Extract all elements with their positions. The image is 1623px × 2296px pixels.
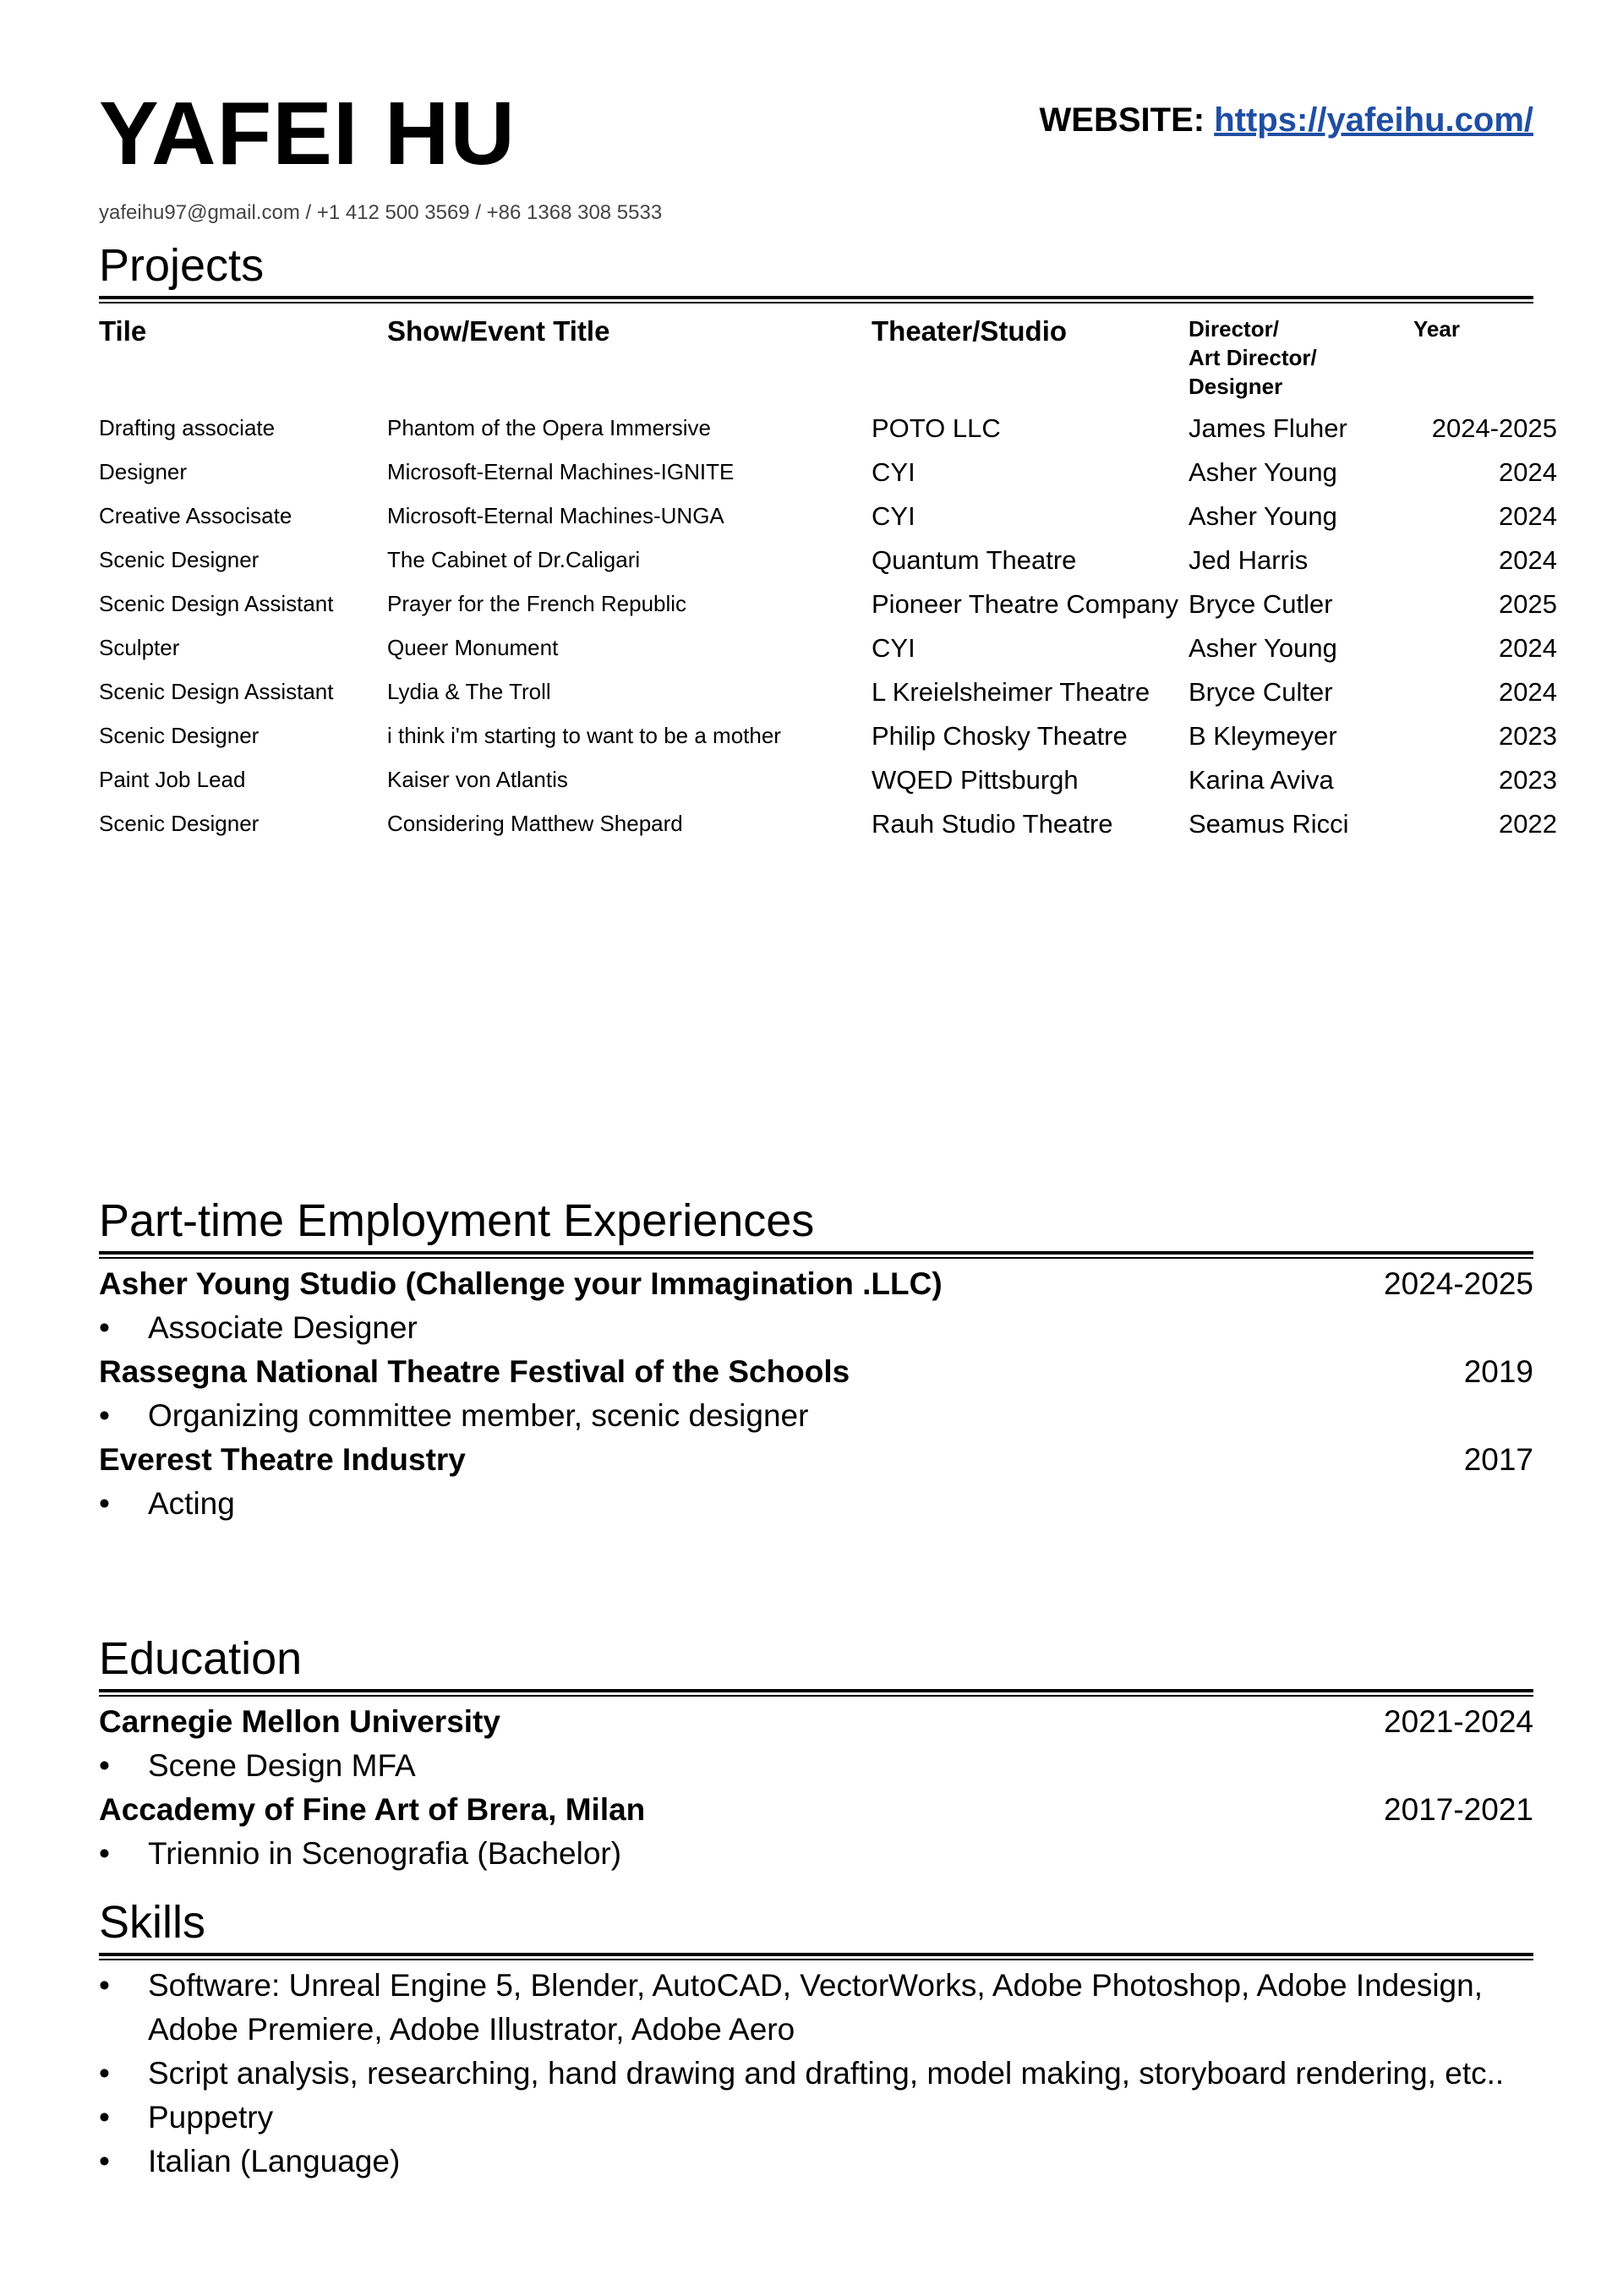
entry-year: 2024-2025 xyxy=(1384,1266,1533,1302)
section-title-employment: Part-time Employment Experiences xyxy=(99,1195,815,1246)
table-row xyxy=(99,582,1557,626)
column-header-tile: Tile xyxy=(99,315,147,347)
table-row xyxy=(99,451,1557,495)
project-role: Sculpter xyxy=(99,635,180,661)
project-show: i think i'm starting to want to be a mother xyxy=(387,723,781,749)
entry-bullet: • Scene Design MFA xyxy=(99,1744,1533,1788)
project-director: Asher Young xyxy=(1189,500,1337,531)
website-link[interactable]: https://yafeihu.com/ xyxy=(1214,101,1533,139)
project-theater: WQED Pittsburgh xyxy=(872,764,1079,795)
projects-table-body xyxy=(99,407,1557,846)
project-director: B Kleymeyer xyxy=(1189,720,1337,751)
table-row xyxy=(99,538,1557,582)
project-theater: Rauh Studio Theatre xyxy=(872,808,1113,839)
project-role: Paint Job Lead xyxy=(99,767,246,793)
project-year: 2023 xyxy=(1499,764,1557,795)
project-director: Asher Young xyxy=(1189,632,1337,663)
project-year: 2024 xyxy=(1499,632,1557,663)
projects-table xyxy=(99,307,1557,845)
project-show: Considering Matthew Shepard xyxy=(387,811,683,837)
section-title-education: Education xyxy=(99,1633,303,1684)
project-show: Microsoft-Eternal Machines-IGNITE xyxy=(387,459,735,485)
person-name: YAFEI HU xyxy=(99,84,516,183)
project-year: 2022 xyxy=(1499,808,1557,839)
entry-header xyxy=(99,1262,1533,1306)
table-row xyxy=(99,758,1557,802)
column-header-director: Director/ Art Director/ Designer xyxy=(1189,316,1317,399)
skill-item: • Script analysis, researching, hand drawing and drafting, model making, storyboard rendering, etc.. xyxy=(99,2052,1533,2096)
project-year: 2024 xyxy=(1499,544,1557,575)
skills-section xyxy=(99,1898,1533,2184)
entry-organization: Everest Theatre Industry xyxy=(99,1442,466,1478)
project-theater: CYI xyxy=(872,500,915,531)
project-theater: CYI xyxy=(872,456,915,487)
employment-section xyxy=(99,1196,1533,1526)
project-theater: Quantum Theatre xyxy=(872,544,1077,575)
resume-page xyxy=(99,0,1557,2179)
education-list xyxy=(99,1700,1533,1876)
website-label: WEBSITE: xyxy=(1039,101,1205,139)
project-theater: POTO LLC xyxy=(872,413,1001,443)
resume-header xyxy=(99,0,1533,232)
entry-organization: Carnegie Mellon University xyxy=(99,1704,500,1740)
table-row xyxy=(99,495,1557,538)
entry-bullet: • Acting xyxy=(99,1482,1533,1526)
project-year: 2024 xyxy=(1499,500,1557,531)
project-role: Scenic Design Assistant xyxy=(99,591,334,617)
section-title-skills: Skills xyxy=(99,1897,206,1948)
project-role: Scenic Designer xyxy=(99,547,260,573)
project-director: Asher Young xyxy=(1189,456,1337,487)
entry-bullet: • Organizing committee member, scenic designer xyxy=(99,1394,1533,1438)
section-rule xyxy=(99,296,1533,303)
entry-year: 2017 xyxy=(1463,1442,1533,1478)
project-role: Scenic Designer xyxy=(99,723,260,749)
project-theater: CYI xyxy=(872,632,915,663)
entry-organization: Asher Young Studio (Challenge your Immagination .LLC) xyxy=(99,1266,943,1302)
employment-list xyxy=(99,1262,1533,1526)
entry-header xyxy=(99,1438,1533,1482)
project-director: James Fluher xyxy=(1189,413,1347,443)
entry-bullet: • Associate Designer xyxy=(99,1306,1533,1350)
project-director: Bryce Culter xyxy=(1189,676,1333,707)
contact-info: yafeihu97@gmail.com / +1 412 500 3569 / +86 1368 308 5533 xyxy=(99,201,663,224)
column-header-year: Year xyxy=(1413,316,1460,342)
project-year: 2024 xyxy=(1499,456,1557,487)
entry-year: 2019 xyxy=(1463,1354,1533,1390)
project-show: Microsoft-Eternal Machines-UNGA xyxy=(387,503,724,529)
section-rule xyxy=(99,1689,1533,1697)
project-theater: Pioneer Theatre Company xyxy=(872,588,1179,619)
project-year: 2025 xyxy=(1499,588,1557,619)
education-section xyxy=(99,1634,1533,1876)
section-rule xyxy=(99,1251,1533,1259)
section-rule xyxy=(99,1953,1533,1960)
website xyxy=(1040,101,1533,139)
project-show: Kaiser von Atlantis xyxy=(387,767,568,793)
entry-bullet: • Triennio in Scenografia (Bachelor) xyxy=(99,1832,1533,1876)
project-show: Phantom of the Opera Immersive xyxy=(387,415,711,441)
section-title-projects: Projects xyxy=(99,240,265,291)
project-role: Scenic Designer xyxy=(99,811,260,837)
column-header-show: Show/Event Title xyxy=(387,315,610,347)
project-show: Queer Monument xyxy=(387,635,559,661)
table-row xyxy=(99,714,1557,758)
skills-list xyxy=(99,1964,1533,2184)
project-show: Prayer for the French Republic xyxy=(387,591,687,617)
project-role: Creative Associsate xyxy=(99,503,292,529)
table-row xyxy=(99,626,1557,670)
table-row xyxy=(99,670,1557,714)
project-role: Scenic Design Assistant xyxy=(99,679,334,705)
table-row xyxy=(99,407,1557,451)
entry-organization: Accademy of Fine Art of Brera, Milan xyxy=(99,1792,646,1828)
project-year: 2024-2025 xyxy=(1431,413,1557,443)
projects-section xyxy=(99,240,1557,846)
entry-header xyxy=(99,1700,1533,1744)
table-header-row xyxy=(99,307,1557,406)
entry-organization: Rassegna National Theatre Festival of the Schools xyxy=(99,1354,850,1390)
project-show: The Cabinet of Dr.Caligari xyxy=(387,547,641,573)
skill-item: • Puppetry xyxy=(99,2096,1533,2140)
project-director: Bryce Cutler xyxy=(1189,588,1333,619)
project-year: 2023 xyxy=(1499,720,1557,751)
entry-year: 2017-2021 xyxy=(1384,1792,1533,1828)
skill-item: • Software: Unreal Engine 5, Blender, AutoCAD, VectorWorks, Adobe Photoshop, Adobe Indesign, Adobe Premiere, Adobe Illustrator, Adobe Aero xyxy=(99,1964,1533,2052)
skill-item: • Italian (Language) xyxy=(99,2140,1533,2184)
entry-header xyxy=(99,1350,1533,1394)
project-role: Designer xyxy=(99,459,188,485)
project-theater: Philip Chosky Theatre xyxy=(872,720,1128,751)
project-director: Karina Aviva xyxy=(1189,764,1334,795)
entry-year: 2021-2024 xyxy=(1384,1704,1533,1740)
project-show: Lydia & The Troll xyxy=(387,679,551,705)
table-row xyxy=(99,802,1557,846)
project-role: Drafting associate xyxy=(99,415,276,441)
project-director: Seamus Ricci xyxy=(1189,808,1349,839)
column-header-theater: Theater/Studio xyxy=(872,315,1068,347)
project-year: 2024 xyxy=(1499,676,1557,707)
project-theater: L Kreielsheimer Theatre xyxy=(872,676,1150,707)
project-director: Jed Harris xyxy=(1189,544,1309,575)
entry-header xyxy=(99,1788,1533,1832)
